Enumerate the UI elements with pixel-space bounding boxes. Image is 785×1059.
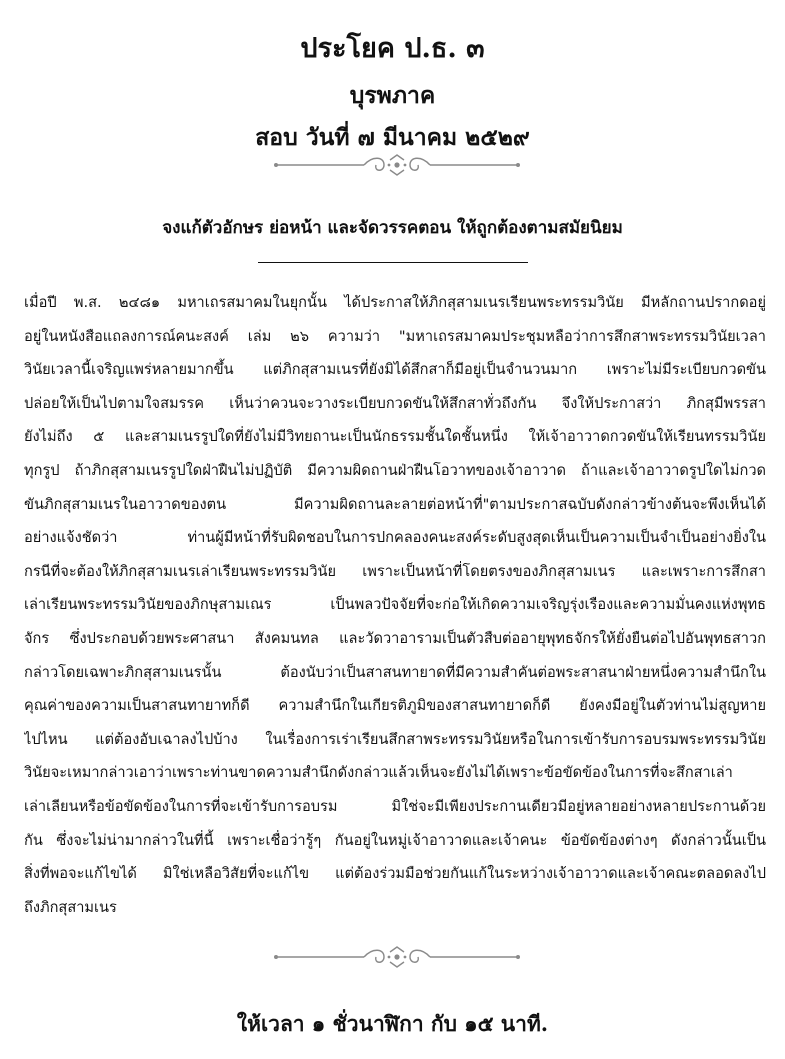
passage-line: ขันภิกสุสามเนรในอาวาดของตน มีความผิดถานละลายต่อหน้าที่"ตามประกาสฉบับดังกล่าวข้างต้นจะพึงเห็นได้ bbox=[24, 495, 766, 513]
passage-line: ยังไม่ถึง ๕ และสามเนรรูปใดที่ยังไม่มีวิทยถานะเป็นนักธรรมชั้นใดชั้นหนึ่ง ให้เจ้าอาวาดกวดขันให้เรียนทรรมวินัย bbox=[24, 428, 766, 446]
passage-line: เล่าเลียนหรือข้อขัดข้องในการที่จะเข้ารับการอบรม มิใช่จะมีเพียงประกานเดียวมีอยู่หลายอย่างหลายประกานด้วย bbox=[24, 797, 766, 815]
passage-line: เล่าเรียนพระทรรมวินัยของภิกษุสามเณร เป็นพลวปัจจัยที่จะก่อให้เกิดความเจริญรุ่งเรืองและความมั่นคงแห่งพุทธ bbox=[24, 596, 766, 614]
passage-line: ไปไหน แต่ต้องอับเฉาลงไปบ้าง ในเรื่องการเร่าเรียนสึกสาพระทรรมวินัยหรือในการเข้ารับการอบรมพระทรรมวินัย bbox=[24, 730, 766, 748]
passage-line: อย่างแจ้งชัดว่า ท่านผู้มีหน้าที่รับผิดชอบในการปกคลองคนะสงค์ระดับสูงสุดเห็นเป็นความเป็นจำเป็นอย่างยิ่งใน bbox=[24, 529, 766, 547]
passage-line: สิ่งที่พอจะแก้ไขได้ มิใช่เหลือวิสัยที่จะแก้ไข แต่ต้องร่วมมือช่วยกันแก้ในระหว่างเจ้าอาวาดและเจ้าคณะตลอดลงไป bbox=[24, 865, 766, 883]
passage-line: กรนีที่จะต้องให้ภิกสุสามเนรเล่าเรียนพระทรรมวินัย เพราะเป็นหน้าที่โดยตรงของภิกสุสามเนร และเพราะการสึกสา bbox=[24, 562, 766, 580]
passage-line: กัน ซึ่งจะไม่น่ามากล่าวในที่นี้ เพราะเชื่อว่ารู้ๆ กันอยู่ในหมู่เจ้าอาวาดและเจ้าคนะ ข้อขัดข้องต่างๆ ดังกล่าวนั้นเป็น bbox=[24, 831, 766, 849]
passage-line: คุณค่าของความเป็นสาสนทายาทก็ดี ความสำนึกในเกียรติภูมิของสาสนทายาดก็ดี ยังคงมีอยู่ในตัวท่านไม่สูญหาย bbox=[24, 697, 766, 715]
instruction: จงแก้ตัวอักษร ย่อหน้า และจัดวรรคตอน ให้ถูกต้องตามสมัยนิยม bbox=[162, 218, 623, 238]
page-title: ประโยค ป.ธ. ๓ bbox=[300, 33, 485, 64]
passage-line: ถึงภิกสุสามเนร bbox=[24, 898, 117, 916]
passage-line: ปล่อยให้เป็นไปตามใจสมรรค เห็นว่าควนจะวางระเบียบกวดขันให้สึกสาทั่วถึงกัน จึงให้ประกาสว่า ภิกสุมีพรรสา bbox=[24, 394, 766, 412]
time-allowed: ให้เวลา ๑ ชั่วนาฬิกา กับ ๑๕ นาที. bbox=[236, 1011, 549, 1036]
passage-line: ทุกรูป ถ้าภิกสุสามเนรรูปใดฝ่าฝืนไม่ปฏิบัติ มีความผิดถานฝ่าฝืนโอวาทของเจ้าอาวาด ถ้าและเจ้าอาวาดรูปใดไม่กวด bbox=[24, 461, 766, 479]
passage-text bbox=[24, 286, 766, 924]
section-title: บุรพภาค bbox=[349, 82, 436, 109]
passage-line: วินัยเวลานี้เจริญแพร่หลายมากขึ้น แต่ภิกสุสามเนรที่ยังมิได้สึกสาก็มีอยู่เป็นจำนวนมาก เพราะไม่มีระเบียบกวดขัน bbox=[24, 361, 766, 379]
passage-line: วินัยจะเหมากล่าวเอาว่าเพราะท่านขาดความสำนึกดังกล่าวแล้วเห็นจะยังไม่ได้เพราะข้อขัดข้องในการที่จะสึกสาเล่า bbox=[24, 764, 733, 782]
passage-line: กล่าวโดยเฉพาะภิกสุสามเนรนั้น ต้องนับว่าเป็นสาสนทายาดที่มีความสำคันต่อพระสาสนาฝ่ายหนึ่งความสำนึกใน bbox=[24, 663, 766, 681]
scroll-flourish-icon bbox=[272, 152, 522, 178]
passage-line: เมื่อปี พ.ส. ๒๔๘๑ มหาเถรสมาคมในยุกนั้น ได้ประกาสให้ภิกสุสามเนรเรียนพระทรรมวินัย มีหลักถานปรากดอยู่ bbox=[24, 294, 766, 311]
passage-line: อยู่ในหนังสือแถลงการณ์คนะสงค์ เล่ม ๒๖ ความว่า "มหาเถรสมาคมประชุมหลือว่าการสึกสาพระทรรมวินัยเวลา bbox=[24, 327, 766, 345]
scroll-flourish-icon bbox=[272, 944, 522, 970]
passage-line: จักร ซึ่งประกอบด้วยพระศาสนา สังคมนทล และวัดวาอารามเป็นตัวสืบต่ออายุพุทธจักรให้ยั่งยืนต่อไปอันพุทธสาวก bbox=[24, 629, 766, 647]
divider bbox=[258, 262, 528, 263]
exam-date: สอบ วันที่ ๗ มีนาคม ๒๕๒๙ bbox=[255, 124, 530, 151]
